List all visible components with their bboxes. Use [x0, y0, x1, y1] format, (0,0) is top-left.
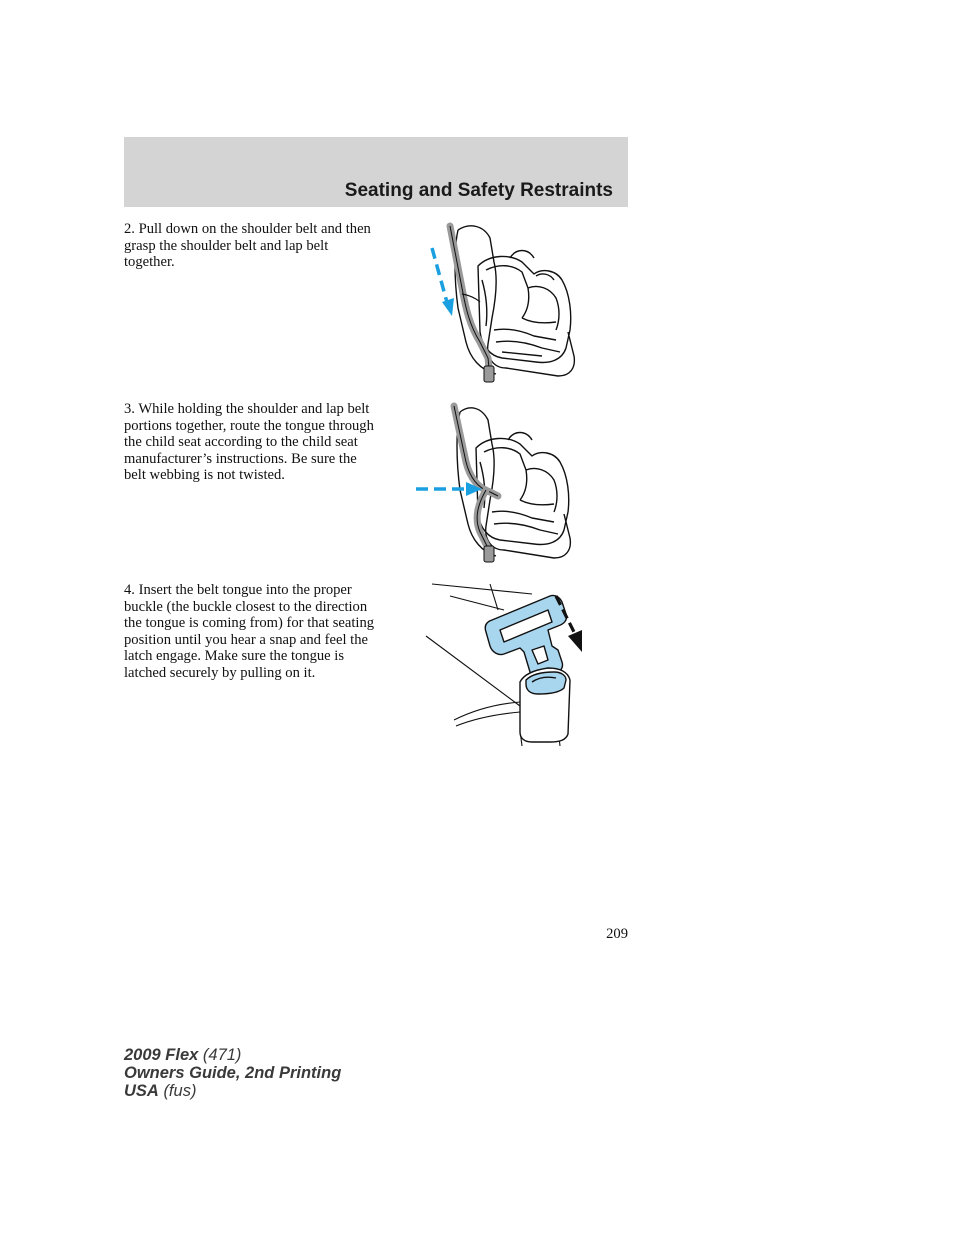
- footer-market: USA: [124, 1082, 159, 1100]
- child-seat-pull-belt-illustration: [410, 218, 590, 388]
- footer-model: 2009 Flex: [124, 1046, 199, 1064]
- step-3-text: 3. While holding the shoulder and lap belt portions together, route the tongue through the child seat according to the child seat manufacturer’s instructions. Be sure the belt webbing is not twisted.: [124, 401, 374, 483]
- step-4-text: 4. Insert the belt tongue into the proper buckle (the buckle closest to the direction the tongue is coming from) for that seating position until you hear a snap and feel the latch engage. Make sure the tongue is latched securely by pulling on it.: [124, 582, 375, 681]
- footer-market-code: (fus): [163, 1082, 197, 1100]
- footer-print-info: [124, 1046, 341, 1100]
- footer-line-3: [124, 1082, 341, 1100]
- belt-buckle-illustration: [420, 580, 600, 748]
- child-seat-route-tongue-illustration: [410, 400, 590, 570]
- footer-line-2: [124, 1064, 341, 1082]
- section-title: Seating and Safety Restraints: [344, 180, 613, 201]
- footer-guide-edition: Owners Guide, 2nd Printing: [124, 1064, 342, 1082]
- section-header-band: [124, 137, 628, 207]
- footer-model-code: (471): [202, 1046, 242, 1064]
- footer-line-1: [124, 1046, 341, 1064]
- step-2-text: 2. Pull down on the shoulder belt and then grasp the shoulder belt and lap belt together.: [124, 221, 371, 270]
- page-number: 209: [606, 926, 628, 942]
